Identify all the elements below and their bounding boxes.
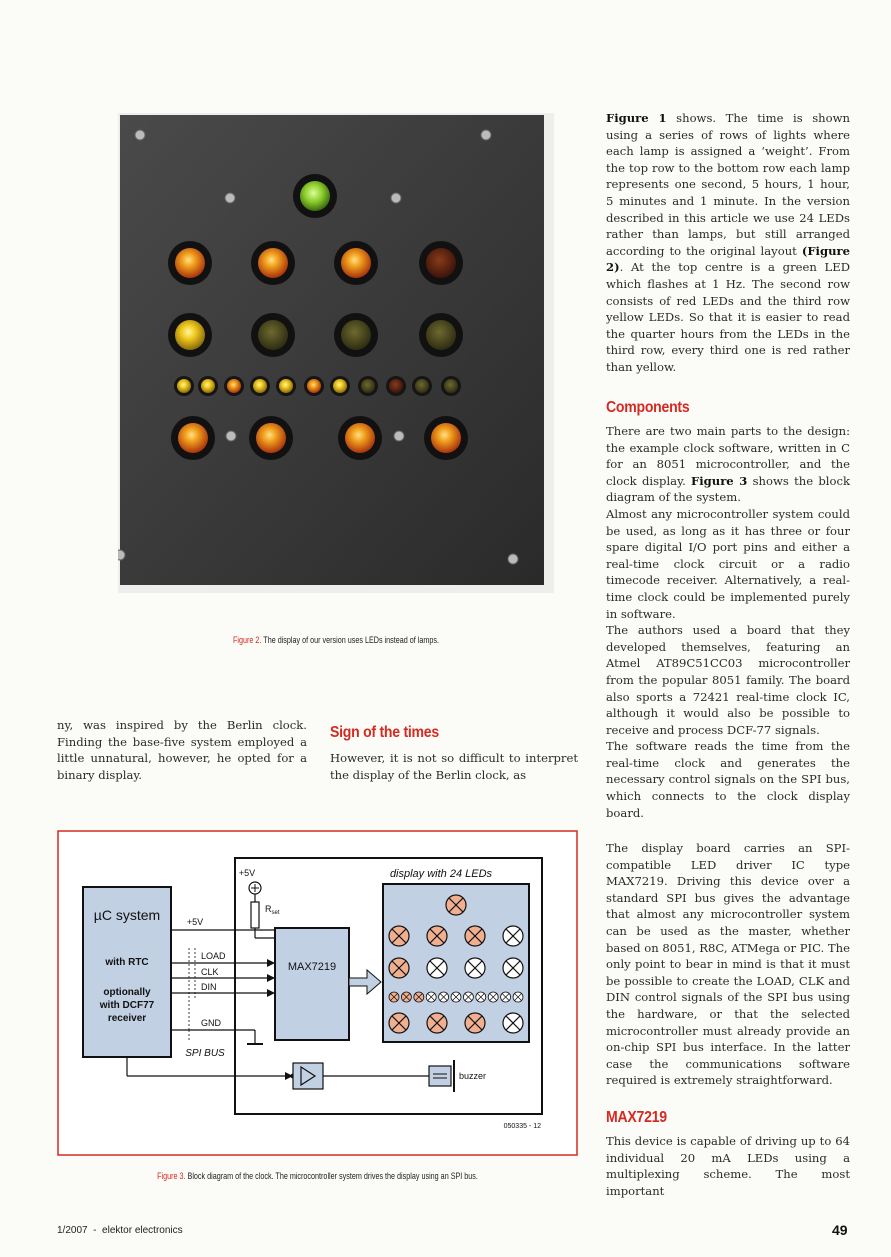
led-symbol xyxy=(503,958,523,978)
led-symbol xyxy=(389,992,399,1002)
led-symbol xyxy=(451,992,461,1002)
right-column-top xyxy=(606,110,850,376)
led-symbol xyxy=(389,1013,409,1033)
uc-system-line4: receiver xyxy=(107,1013,147,1024)
page-number: 49 xyxy=(832,1222,848,1238)
components-paragraph-3: The authors used a board that they developed themselves, featuring an Atmel AT89C51CC03 microcontroller from the popular 8051 family. The board also sports a 72421 real-time clock IC, although it would also be possible to receive and process DCF-77 signals. xyxy=(606,623,850,737)
led-symbol xyxy=(503,1013,523,1033)
figure-3-caption-text: Block diagram of the clock. The microcontroller system drives the display using an SPI bus. xyxy=(187,1171,478,1181)
uc-system-title: µC system xyxy=(93,907,161,923)
figure-2-photo xyxy=(118,113,554,593)
rset-resistor xyxy=(251,902,259,928)
components-heading: Components xyxy=(606,399,690,416)
buzzer-label: buzzer xyxy=(459,1071,487,1081)
led-symbol xyxy=(476,992,486,1002)
plus5v-left-label: +5V xyxy=(186,917,204,927)
rset-label: $R_{set}$ xyxy=(265,904,280,916)
uc-system-line2: optionally xyxy=(103,987,151,998)
led-symbol xyxy=(389,926,409,946)
right-column-display-board xyxy=(606,840,850,1089)
plus5v-top-label: +5V xyxy=(238,868,256,878)
led-symbol xyxy=(427,926,447,946)
figure-3-diagram xyxy=(57,830,578,1156)
led-symbol xyxy=(427,958,447,978)
led-symbol xyxy=(389,958,409,978)
din-label: DIN xyxy=(201,982,217,992)
led-symbol xyxy=(439,992,449,1002)
components-paragraph-2: Almost any microcontroller system could be used, as long as it has three or four spare digital I/O port pins and either a real-time clock circuit or a radio timecode receiver. Alternatively, a real-time clock could be implemented purely in software. xyxy=(606,506,850,621)
footer-issue: 1/2007 - elektor electronics xyxy=(57,1225,183,1236)
buzzer-symbol xyxy=(429,1066,451,1086)
led-symbol xyxy=(503,926,523,946)
max7219-label: MAX7219 xyxy=(287,961,337,973)
middle-column-text xyxy=(330,750,578,783)
right-column-max7219 xyxy=(606,1133,850,1199)
figure-3-label: Figure 3. xyxy=(157,1171,186,1181)
components-paragraph-1: There are two main parts to the design: the example clock software, written in C for an 8051 microcontroller, and the clock display. Figure 3 shows the block diagram of the system. xyxy=(606,424,850,505)
display-board-paragraph: The display board carries an SPI-compatible LED driver IC type MAX7219. Driving this device over a standard SPI bus gives the advantage that almost any microcontroller system can be used as the master, whether based on 8051, R8C, ATMega or PIC. The only point to bear in mind is that it must be possible to create the LOAD, CLK and DIN control signals of the SPI bus using the hardware, or that the selected microcontroller must already provide an on-chip SPI bus interface. In the latter case the communications software required is extremely straightforward. xyxy=(606,841,850,1088)
led-symbol xyxy=(465,958,485,978)
middle-paragraph: However, it is not so difficult to interpret the display of the Berlin clock, as xyxy=(330,751,578,782)
figure-2-ref: (Figure 2) xyxy=(606,243,850,275)
figure-2-caption-text: The display of our version uses LEDs instead of lamps. xyxy=(263,635,439,645)
sign-of-the-times-heading: Sign of the times xyxy=(330,724,439,741)
led-symbol xyxy=(463,992,473,1002)
load-label: LOAD xyxy=(201,951,226,961)
figure-3-code: 050335 - 12 xyxy=(503,1123,541,1130)
components-paragraph-4: The software reads the time from the real-time clock and generates the necessary control signals on the SPI bus, which connects to the clock display board. xyxy=(606,739,850,820)
led-symbol xyxy=(414,992,424,1002)
uc-system-line1: with RTC xyxy=(105,957,149,968)
led-symbol xyxy=(465,926,485,946)
block-diagram-svg xyxy=(57,830,578,1156)
led-symbol xyxy=(401,992,411,1002)
figure-2-label: Figure 2. xyxy=(233,635,262,645)
figure-2-caption xyxy=(162,635,511,645)
figure-3-caption xyxy=(109,1171,526,1181)
led-symbol xyxy=(501,992,511,1002)
max7219-heading: MAX7219 xyxy=(606,1109,667,1126)
figure-3-ref: Figure 3 xyxy=(691,473,748,488)
clock-display-photo xyxy=(118,113,554,593)
clk-label: CLK xyxy=(201,967,219,977)
left-column-text xyxy=(57,717,307,783)
buffer-box xyxy=(293,1063,323,1089)
led-symbol xyxy=(488,992,498,1002)
left-paragraph: ny, was inspired by the Berlin clock. Finding the base-five system employed a little unnatural, however, he opted for a binary display. xyxy=(57,718,307,782)
figure-1-paragraph: Figure 1 shows. The time is shown using a series of rows of lights where each lamp is assigned a ‘weight’. From the top row to the bottom row each lamp represents one second, 5 hours, 1 hour, 5 minutes and 1 minute. In the version described in this article we use 24 LEDs rather than lamps, but still arranged according to the original layout (Figure 2). At the top centre is a green LED which flashes at 1 Hz. The second row consists of red LEDs and the third row yellow LEDs. So that it is easier to read the quarter hours from the LEDs in the third row, every third one is red rather than yellow. xyxy=(606,111,850,374)
display-title: display with 24 LEDs xyxy=(389,868,493,880)
led-symbol xyxy=(426,992,436,1002)
led-symbol xyxy=(513,992,523,1002)
max7219-box xyxy=(275,928,349,1040)
spi-bus-label: SPI BUS xyxy=(185,1048,225,1059)
led-symbol xyxy=(465,1013,485,1033)
gnd-label: GND xyxy=(201,1018,221,1028)
led-symbol xyxy=(446,895,466,915)
right-column-components xyxy=(606,423,850,821)
max7219-paragraph: This device is capable of driving up to 64 individual 20 mA LEDs using a multiplexing scheme. The most important xyxy=(606,1134,850,1198)
figure-1-ref: Figure 1 xyxy=(606,111,667,125)
led-symbol xyxy=(427,1013,447,1033)
uc-system-line3: with DCF77 xyxy=(99,1000,155,1011)
